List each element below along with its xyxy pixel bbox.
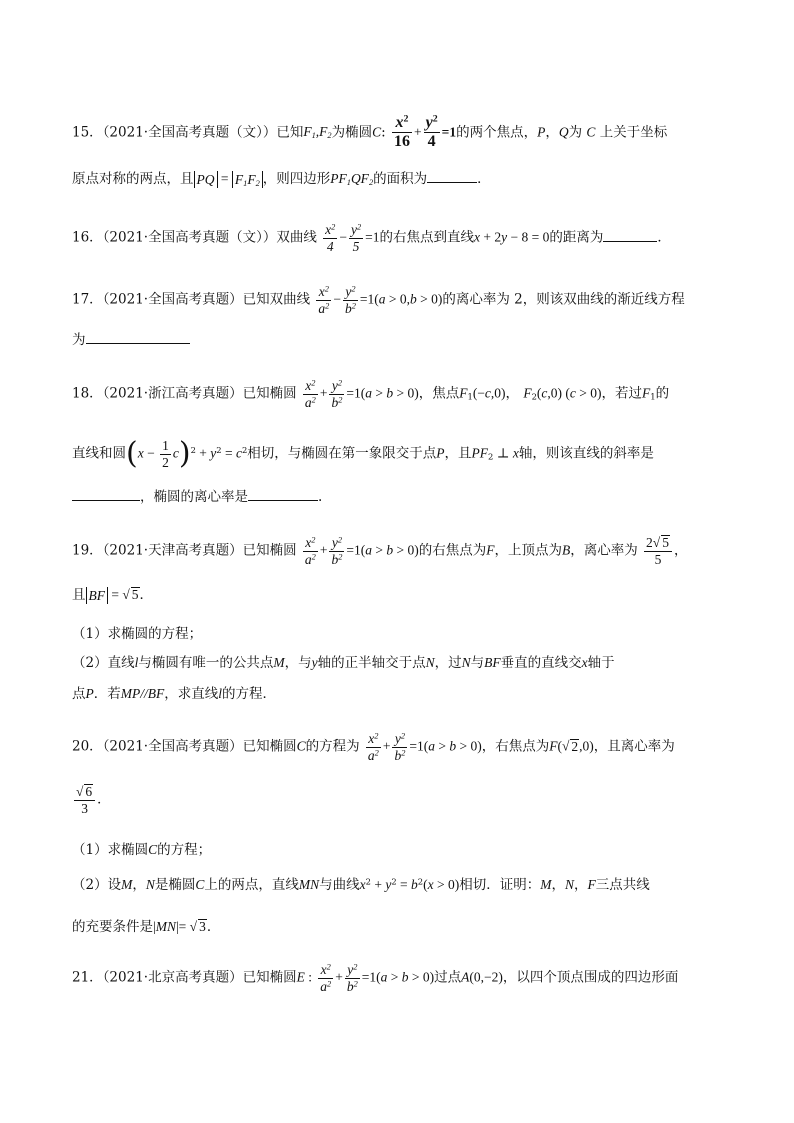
- problem-16-line-1: 16．（2021·全国高考真题（文））双曲线 $\frac{x^2}{4}$ − $\frac{y^2}{5}$ =1的右焦点到直线x + 2y − 8 = 0的距离为 ．: [72, 222, 671, 254]
- problem-19-q1: （1）求椭圆的方程；: [72, 626, 203, 642]
- problem-20-q2-line-2: 的充要条件是|MN|= √ 3．: [72, 919, 221, 935]
- problem-source: （2021·全国高考真题（文））: [102, 229, 277, 246]
- fraction: $\frac{y^2}{4}$: [425, 113, 438, 151]
- answer-blank[interactable]: [427, 181, 477, 183]
- problem-15-line-2: 原点对称的两点，且 PQ = $F_1F_2$ ，则四边形$PF_1QF_2$的面积为 ．: [72, 171, 491, 189]
- problem-number: 17．: [72, 291, 103, 308]
- problem-source: （2021·全国高考真题（文））: [102, 124, 277, 141]
- problem-source: （2021·天津高考真题）: [102, 542, 243, 559]
- problem-15-line-1: 15．（2021·全国高考真题（文））已知$F_1,F_2$为椭圆C: $\frac{x^2}{16}$ + $\frac{y^2}{4}$ =1的两个焦点，P，Q为 C 上关于坐标: [72, 113, 668, 151]
- fraction: $\frac{x^2}{a^2}$: [320, 962, 332, 994]
- problem-17-line-2: 为: [72, 334, 190, 348]
- problem-19-line-1: 19．（2021·天津高考真题）已知椭圆 $\frac{x^2}{a^2}$ + $\frac{y^2}{b^2}$ =1(a > b > 0)的右焦点为F，上顶点为B，离心率为 $\frac{2√ 5}{5}$ ，: [72, 535, 688, 567]
- fraction: $\frac{y^2}{b^2}$: [344, 284, 356, 316]
- fraction: $\frac{y^2}{b^2}$: [331, 535, 343, 567]
- fraction: $\frac{x^2}{a^2}$: [367, 731, 379, 763]
- problem-19-line-2: 且 BF = √ 5．: [72, 587, 154, 603]
- problem-source: （2021·浙江高考真题）: [102, 385, 243, 402]
- problem-number: 18．: [72, 385, 103, 402]
- problem-19-q2-line-1: （2）直线l与椭圆有唯一的公共点M，与y轴的正半轴交于点N，过N与BF垂直的直线交x轴于: [72, 655, 615, 671]
- fraction: $\frac{√ 6}{3}$: [74, 784, 95, 816]
- problem-source: （2021·北京高考真题）: [102, 969, 243, 986]
- answer-blank[interactable]: [603, 240, 657, 242]
- answer-blank[interactable]: [72, 499, 140, 501]
- problem-source: （2021·全国高考真题）: [102, 291, 243, 308]
- fraction: $\frac{y^2}{5}$: [350, 222, 362, 254]
- answer-blank[interactable]: [86, 342, 190, 344]
- problem-number: 21．: [72, 969, 103, 986]
- fraction: $\frac{1}{2}$: [162, 438, 169, 470]
- problem-20-q1: （1）求椭圆C的方程；: [72, 842, 212, 858]
- fraction: $\frac{x^2}{a^2}$: [304, 535, 316, 567]
- problem-number: 19．: [72, 542, 103, 559]
- fraction: $\frac{x^2}{a^2}$: [318, 284, 330, 316]
- problem-18-line-3: ，椭圆的离心率是 .: [72, 491, 322, 505]
- problem-20-line-1: 20．（2021·全国高考真题）已知椭圆C的方程为 $\frac{x^2}{a^2}$ + $\frac{y^2}{b^2}$ =1(a > b > 0)，右焦点为F(√ 2,0)，且离心率为: [72, 731, 675, 763]
- problem-18-line-2: 直线和圆(x − $\frac{1}{2}$ $c)^2 + y^2 = c^2$相切，与椭圆在第一象限交于点P，且$PF_2$ ⊥ x轴，则该直线的斜率是: [72, 436, 654, 472]
- problem-number: 15．: [72, 124, 103, 141]
- fraction: $\frac{x^2}{4}$: [325, 222, 336, 254]
- fraction: $\frac{x^2}{a^2}$: [304, 378, 316, 410]
- fraction: $\frac{x^2}{16}$: [393, 113, 410, 151]
- problem-18-line-1: 18．（2021·浙江高考真题）已知椭圆 $\frac{x^2}{a^2}$ + $\frac{y^2}{b^2}$ =1(a > b > 0)，焦点$F_1(-c,0)$， $F_2(c,0) (c > 0)$，若过$F_1$的: [72, 378, 670, 410]
- fraction: $\frac{y^2}{b^2}$: [394, 731, 406, 763]
- math-expression: $F_1,F_2$: [303, 124, 332, 141]
- fraction: $\frac{y^2}{b^2}$: [346, 962, 358, 994]
- answer-blank[interactable]: [248, 499, 318, 501]
- problem-number: 20．: [72, 738, 103, 755]
- problem-19-q2-line-2: 点P．若MP//BF，求直线l的方程．: [72, 686, 277, 702]
- problem-20-line-2: $\frac{√ 6}{3}$ ．: [76, 784, 111, 816]
- problem-21-line-1: 21．（2021·北京高考真题）已知椭圆E : $\frac{x^2}{a^2}$ + $\frac{y^2}{b^2}$ =1(a > b > 0)过点A(0,−2)，以四个顶点围成的四边形面: [72, 962, 679, 994]
- fraction: $\frac{2√ 5}{5}$: [644, 535, 672, 567]
- problem-number: 16．: [72, 229, 103, 246]
- problem-20-q2-line-1: （2）设M，N是椭圆C上的两点，直线MN与曲线$x^2 + y^2 = b^2(x > 0)$相切．证明：M，N，F三点共线: [72, 876, 650, 893]
- fraction: $\frac{y^2}{b^2}$: [331, 378, 343, 410]
- problem-source: （2021·全国高考真题）: [102, 738, 243, 755]
- problem-17-line-1: 17．（2021·全国高考真题）已知双曲线 $\frac{x^2}{a^2}$ − $\frac{y^2}{b^2}$ =1(a > 0,b > 0)的离心率为 2，则该双曲线的渐近线方程: [72, 284, 685, 316]
